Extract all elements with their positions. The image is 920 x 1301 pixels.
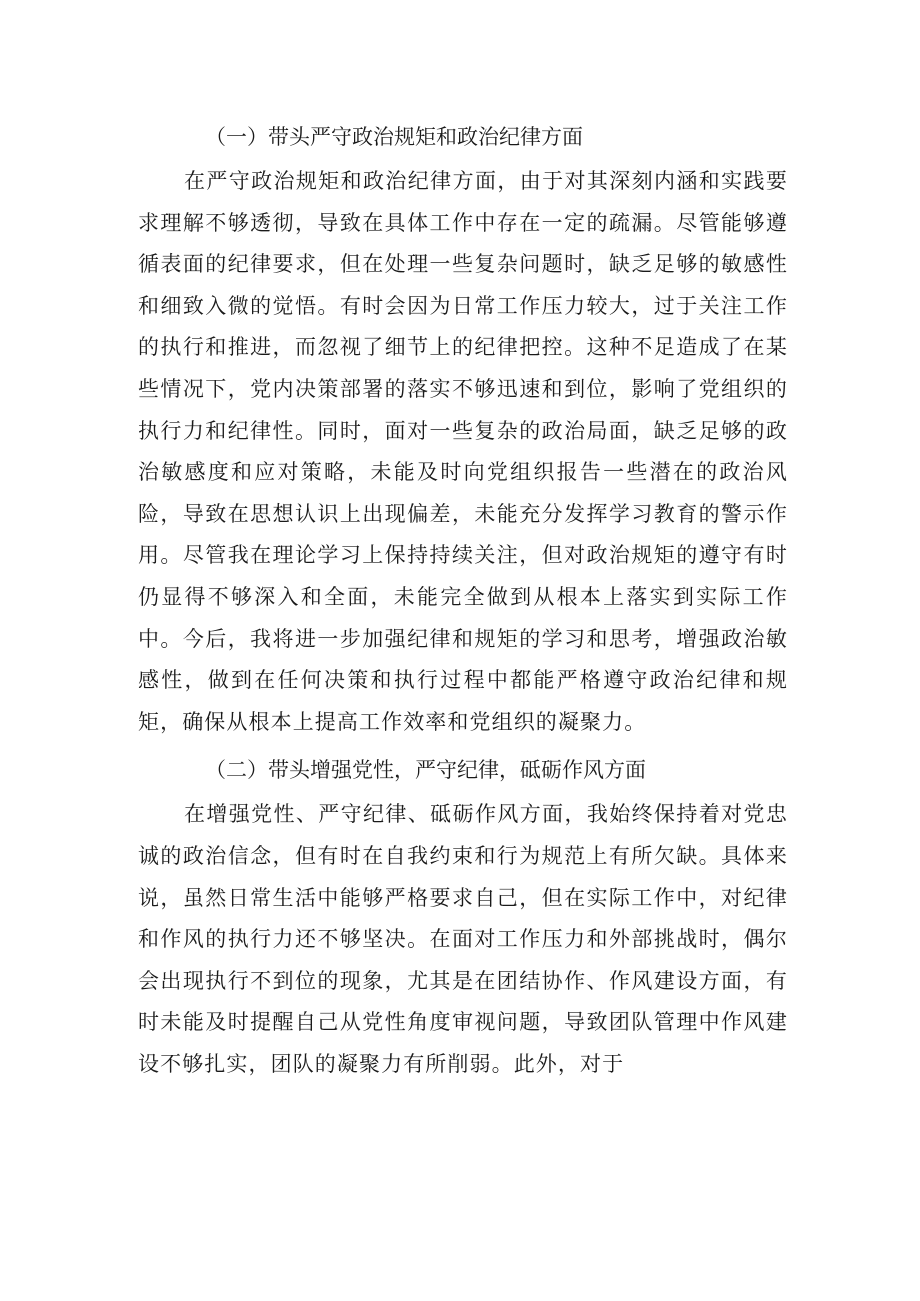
section-1-heading: （一）带头严守政治规矩和政治纪律方面 bbox=[205, 125, 583, 149]
section-1-body: 在严守政治规矩和政治纪律方面，由于对其深刻内涵和实践要求理解不够透彻，导致在具体工作中存在一定的疏漏。尽管能够遵循表面的纪律要求，但在处理一些复杂问题时，缺乏足够的敏感性和细致入微的觉悟。有时会因为日常工作压力较大，过于关注工作的执行和推进，而忽视了细节上的纪律把控。这种不足造成了在某些情况下，党内决策部署的落实不够迅速和到位，影响了党组织的执行力和纪律性。同时，面对一些复杂的政治局面，缺乏足够的政治敏感度和应对策略，未能及时向党组织报告一些潜在的政治风险，导致在思想认识上出现偏差，未能充分发挥学习教育的警示作用。尽管我在理论学习上保持持续关注，但对政治规矩的遵守有时仍显得不够深入和全面，未能完全做到从根本上落实到实际工作中。今后，我将进一步加强纪律和规矩的学习和思考，增强政治敏感性，做到在任何决策和执行过程中都能严格遵守政治纪律和规矩，确保从根本上提高工作效率和党组织的凝聚力。 bbox=[138, 169, 788, 734]
section-2-heading: （二）带头增强党性，严守纪律，砥砺作风方面 bbox=[205, 758, 646, 783]
section-2-body: 在增强党性、严守纪律、砥砺作风方面，我始终保持着对党忠诚的政治信念，但有时在自我约束和行为规范上有所欠缺。具体来说，虽然日常生活中能够严格要求自己，但在实际工作中，对纪律和作风的执行力还不够坚决。在面对工作压力和外部挑战时，偶尔会出现执行不到位的现象，尤其是在团结协作、作风建设方面，有时未能及时提醒自己从党性角度审视问题，导致团队管理中作风建设不够扎实，团队的凝聚力有所削弱。此外，对于 bbox=[138, 802, 788, 1076]
document-page bbox=[138, 114, 788, 1085]
